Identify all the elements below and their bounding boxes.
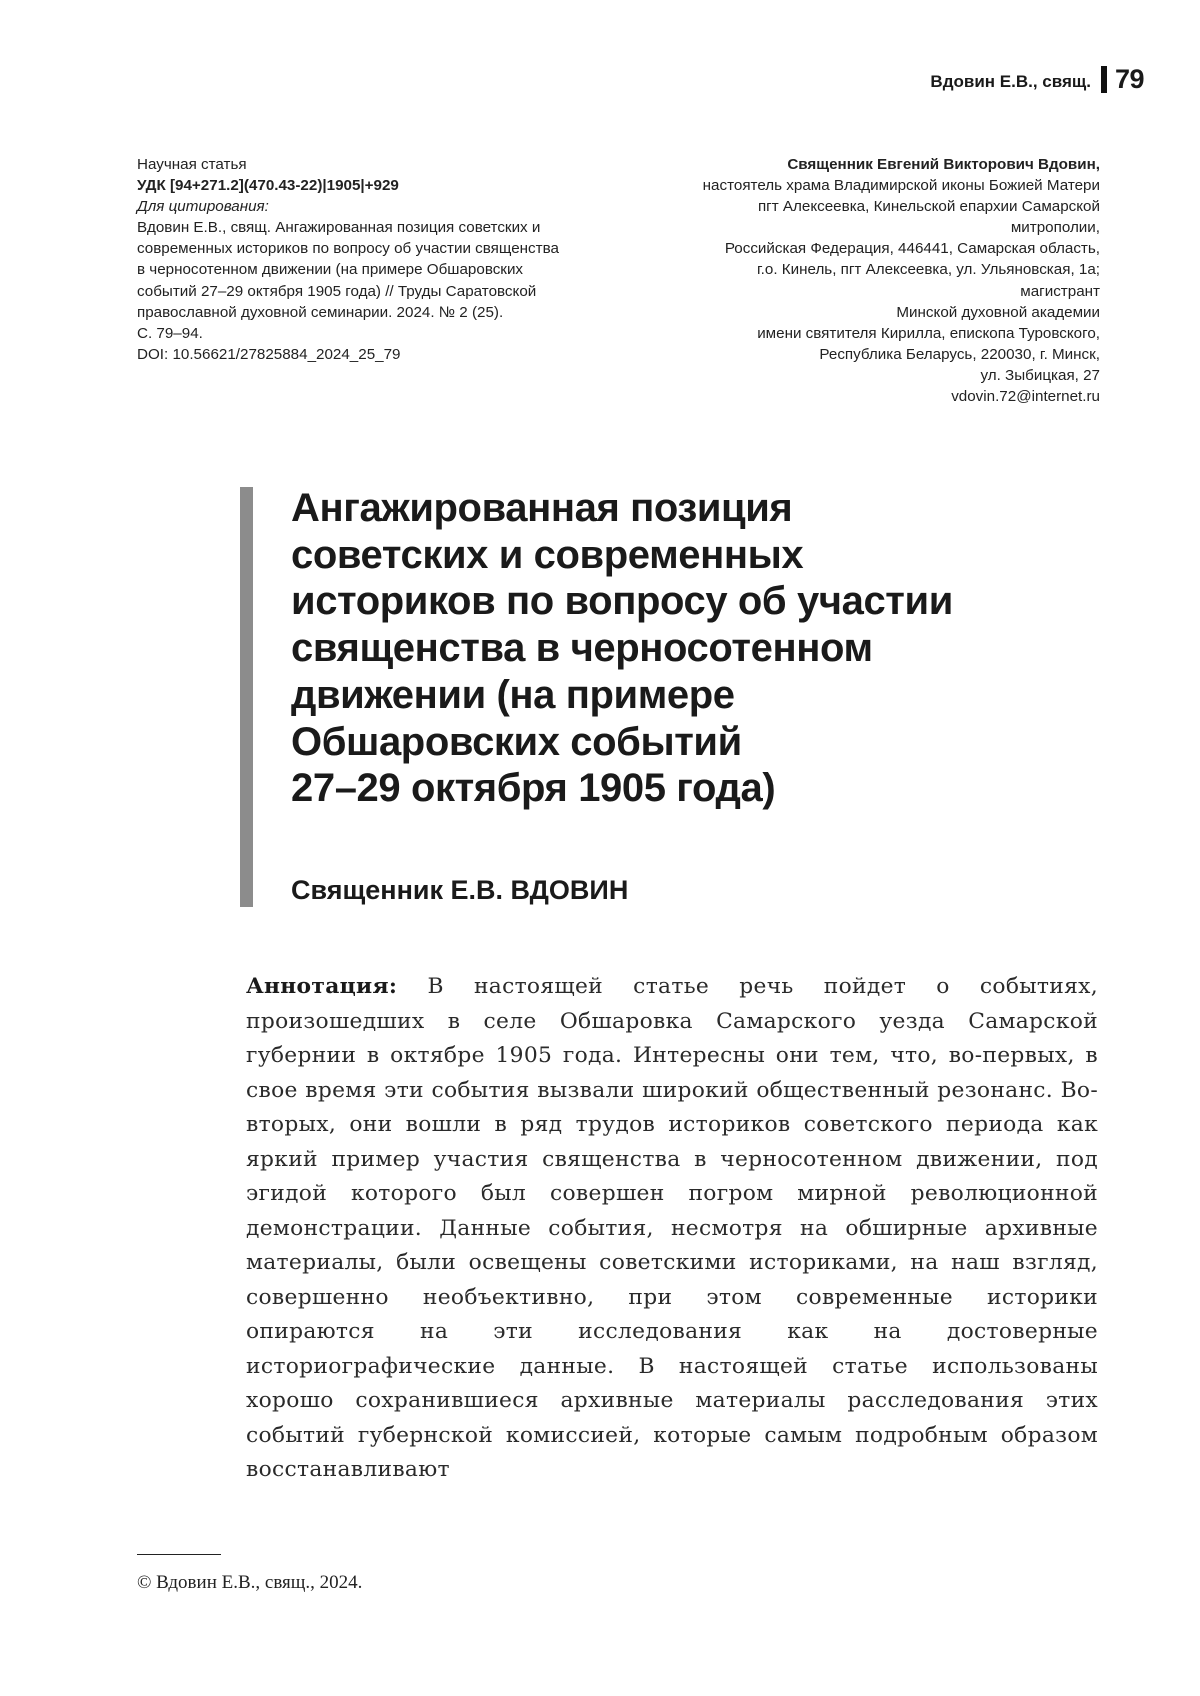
abstract-text: В настоящей статье речь пойдет о событиях, произошедших в селе Обшаровка Самарского уезда Самарской губернии в октябре 1905 года. Интересны они тем, что, во-первых, в свое время эти события вызвали широкий общественный резонанс. Во-вторых, они вошли в ряд трудов историков советского периода как яркий пример участия священства в черносотенном движении, под эгидой которого был совершен погром мирной революционной демонстрации. Данные события, несмотря на обширные архивные материалы, были освещены советскими историками, на наш взгляд, совершенно необъективно, при этом современные историки опираются на эти исследования как на достоверные историографические данные. В настоящей статье использованы хорошо сохранившиеся архивные материалы расследования этих событий губернской комиссией, которые самым подробным образом восстанавливают (246, 974, 1098, 1482)
abstract (246, 970, 1098, 1488)
title-line: советских и современных (291, 532, 804, 577)
running-head-author: Вдовин Е.В., свящ. (930, 72, 1091, 91)
doi: DOI: 10.56621/27825884_2024_25_79 (137, 345, 401, 363)
cite-line: Вдовин Е.В., свящ. Ангажированная позиция советских и (137, 219, 541, 237)
title-line: 27–29 октября 1905 года) (291, 766, 776, 811)
page-number: 79 (1114, 64, 1144, 94)
title-line: историков по вопросу об участии (291, 579, 953, 624)
title-block (240, 487, 1100, 907)
author-info-line: митрополии, (1010, 219, 1100, 237)
author-info-line: Республика Беларусь, 220030, г. Минск, (819, 345, 1100, 363)
title-accent-bar (240, 487, 253, 907)
title-line: Ангажированная позиция (291, 486, 793, 530)
cite-line: событий 27–29 октября 1905 года) // Труды Саратовской (137, 282, 537, 300)
cite-line: православной духовной семинарии. 2024. № 2 (25). (137, 303, 504, 321)
author-full-name: Священник Евгений Викторович Вдовин, (787, 156, 1100, 173)
author-info-line: ул. Зыбицкая, 27 (980, 366, 1100, 384)
author-info (620, 154, 1100, 407)
citation-block (137, 154, 637, 365)
byline: Священник Е.В. ВДОВИН (291, 875, 629, 905)
abstract-label: Аннотация: (246, 974, 398, 999)
title-line: Обшаровских событий (291, 719, 742, 764)
running-head-divider (1101, 66, 1107, 93)
author-info-line: Минской духовной академии (896, 303, 1100, 321)
author-info-line: пгт Алексеевка, Кинельской епархии Самарской (757, 198, 1100, 216)
footnote-rule (137, 1554, 221, 1555)
cite-line: С. 79–94. (137, 324, 203, 342)
title-line: священства в черносотенном (291, 626, 873, 671)
cite-line: современных историков по вопросу об участии священства (137, 240, 559, 258)
title-line: движении (на примере (291, 672, 735, 717)
author-info-line: г.о. Кинель, пгт Алексеевка, ул. Ульяновская, 1а; (757, 261, 1100, 279)
author-info-line: настоятель храма Владимирской иконы Божией Матери (702, 177, 1100, 195)
author-info-line: Российская Федерация, 446441, Самарская область, (724, 240, 1100, 258)
author-info-line: имени святителя Кирилла, епископа Туровского, (757, 324, 1100, 342)
article-title (291, 485, 953, 812)
udk-code: УДК [94+271.2](470.43-22)|1905|+929 (137, 177, 399, 195)
article-type: Научная статья (137, 156, 247, 173)
author-info-line: магистрант (1020, 282, 1100, 300)
copyright: © Вдовин Е.В., свящ., 2024. (137, 1572, 363, 1593)
cite-line: в черносотенном движении (на примере Обшаровских (137, 261, 524, 279)
author-email: vdovin.72@internet.ru (951, 388, 1100, 406)
cite-label: Для цитирования: (137, 198, 269, 216)
running-head (930, 64, 1144, 95)
